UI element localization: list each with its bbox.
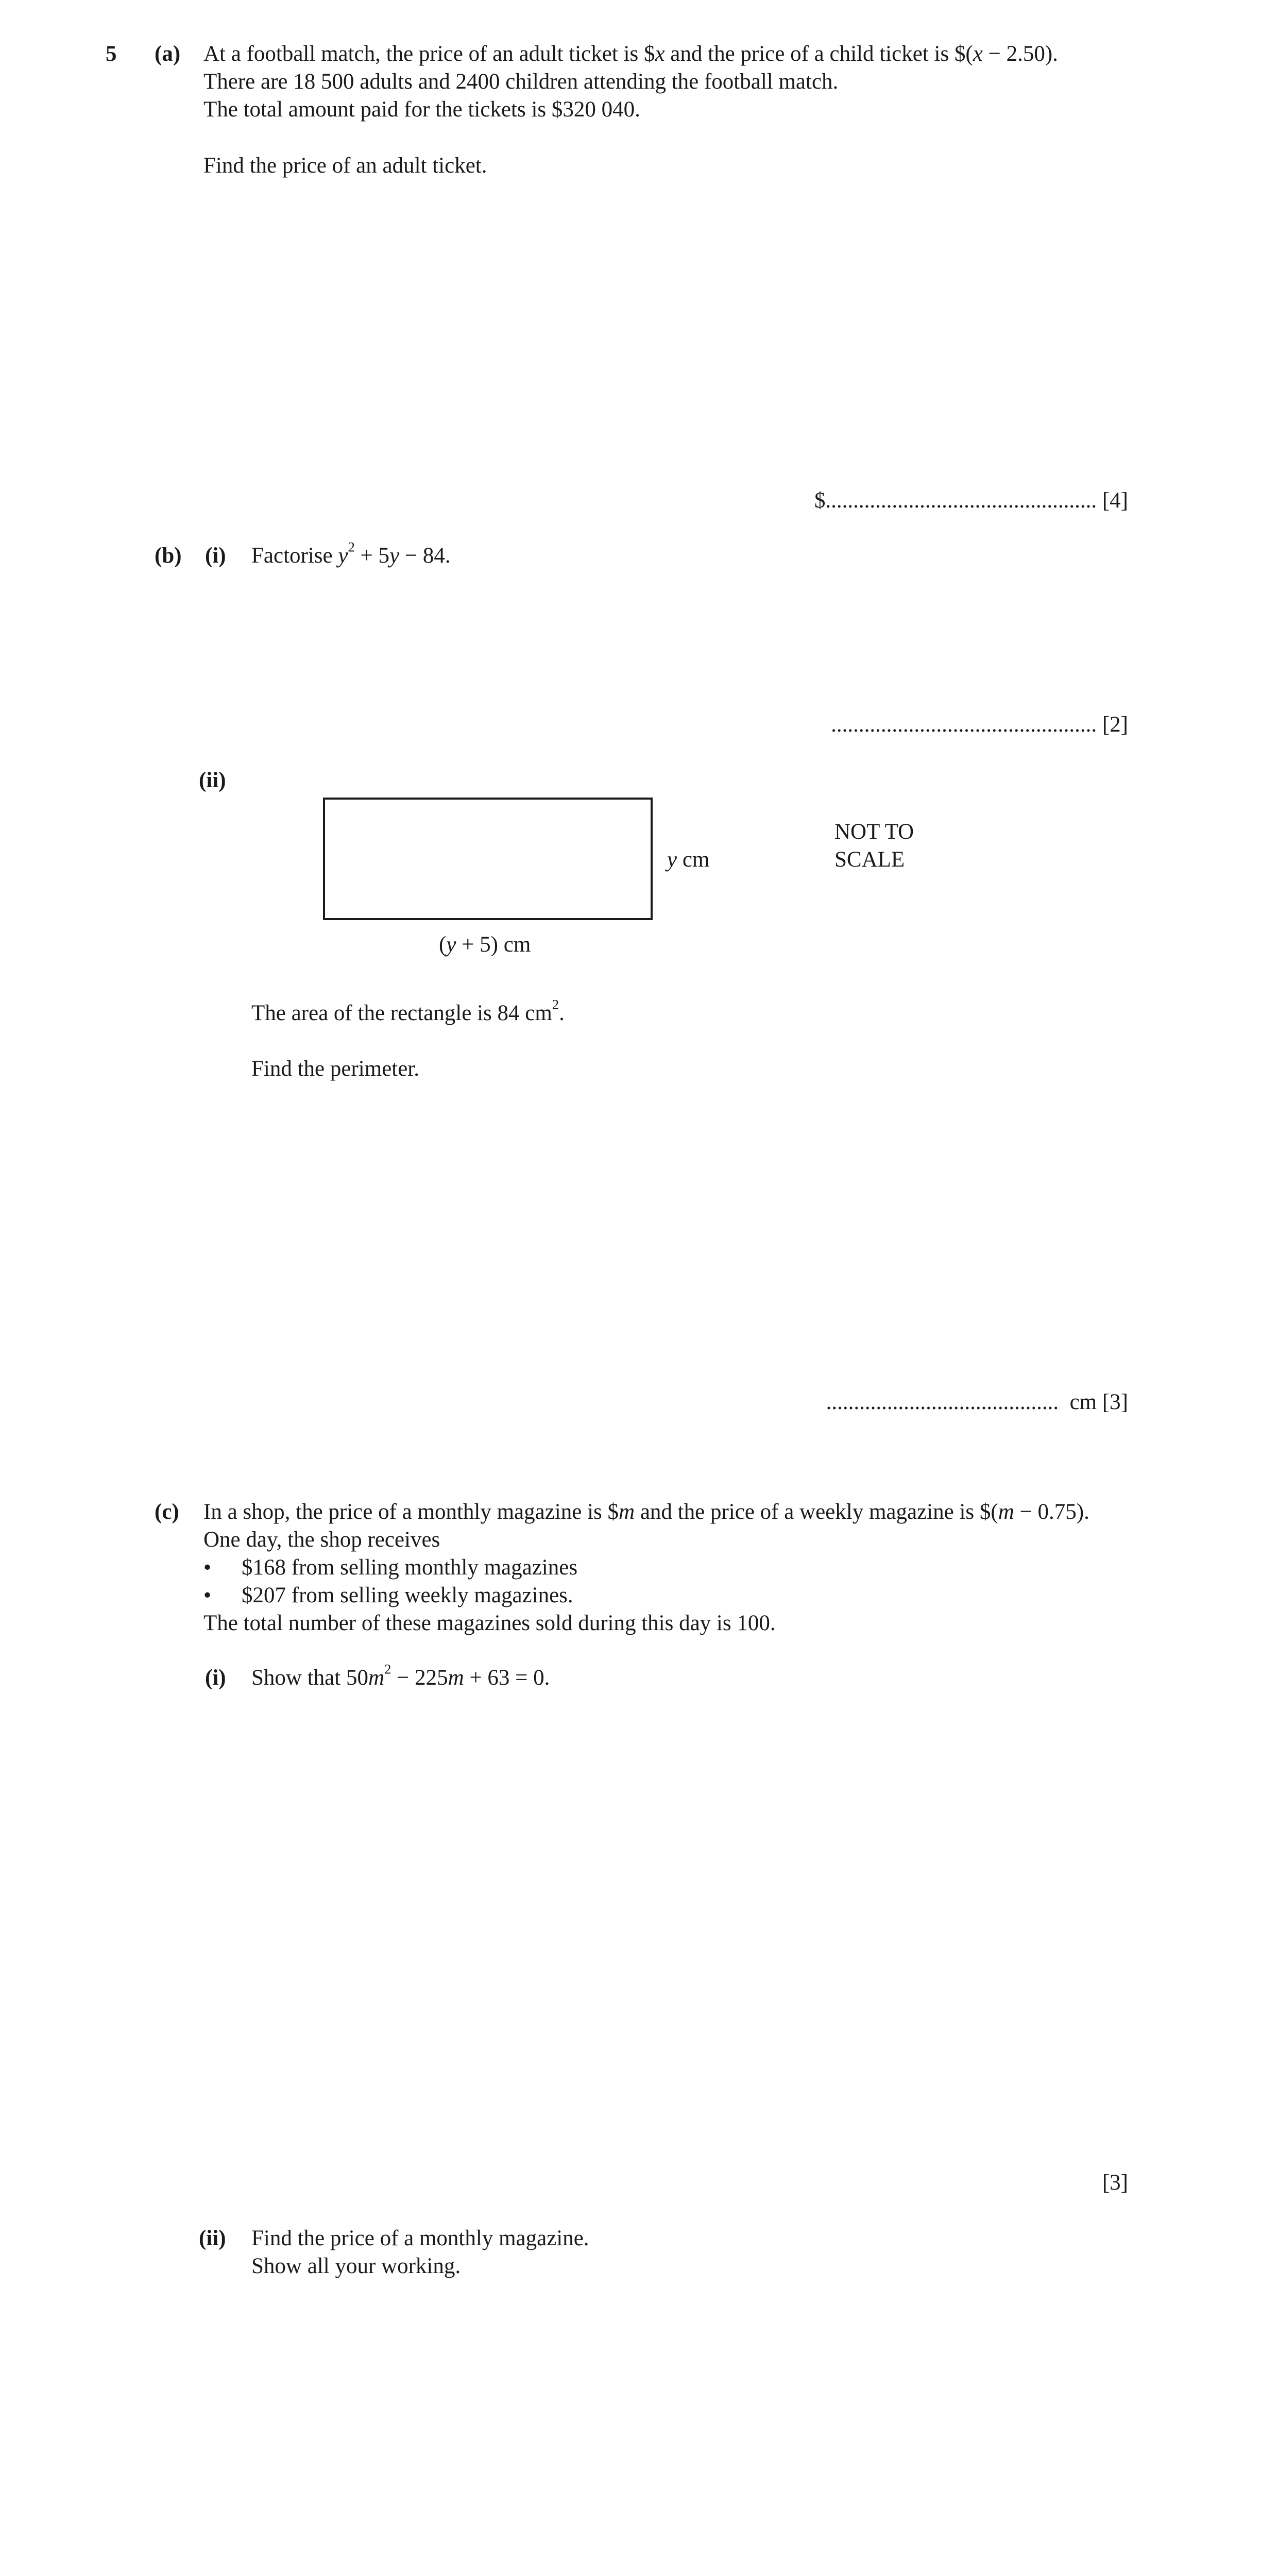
part-a-line-1: At a football match, the price of an adult ticket is $x and the price of a child ticket is $(x − 2.50). [203, 42, 1058, 66]
part-c-line-1: In a shop, the price of a monthly magazine is $m and the price of a weekly magazine is $(m − 0.75). [203, 1500, 1089, 1524]
part-b-ii-answer-line[interactable] [826, 1388, 1128, 1416]
part-c-i-question: Show that $50m^2 - 225m + 63 = 0$. [251, 1661, 550, 1690]
part-c-bullet-1: • $168 from selling monthly magazines [203, 1554, 577, 1582]
part-b-ii-answer-dots: .......................................... [826, 1390, 1059, 1414]
part-a-marks: [4] [1102, 488, 1128, 513]
rectangle-diagram [323, 798, 653, 920]
not-to-scale-line-2: SCALE [834, 848, 905, 872]
part-b-ii-question: Find the perimeter. [251, 1057, 420, 1081]
part-c-line-3: The total number of these magazines sold during this day is 100. [203, 1611, 776, 1635]
part-c-line-2: One day, the shop receives [203, 1528, 440, 1552]
part-c-i-label: (i) [205, 1666, 226, 1690]
part-b-i-answer-dots: ................................................ [831, 713, 1097, 737]
part-b-i-marks: [2] [1102, 713, 1128, 737]
bullet-symbol: • [203, 1583, 212, 1607]
area-statement: The area of the rectangle is 84 $cm^2$. [251, 996, 565, 1025]
part-b-ii-marks: [3] [1102, 1390, 1128, 1414]
part-b-ii-label: (ii) [199, 768, 226, 792]
part-b-i-answer-line[interactable] [831, 711, 1128, 739]
part-b-i-question: Factorise $y^2 + 5y - 84$. [251, 539, 451, 568]
part-c-ii-line-1: Find the price of a monthly magazine. [251, 2226, 589, 2250]
part-a-label: (a) [155, 42, 181, 66]
part-a-line-2: There are 18 500 adults and 2400 children attending the football match. [203, 70, 839, 94]
part-a-answer-line[interactable] [814, 487, 1128, 515]
bullet-symbol: • [203, 1555, 212, 1580]
part-c-label: (c) [155, 1500, 179, 1524]
part-a-answer-dots: $................................................. [814, 488, 1097, 513]
part-c-bullet-2: • $207 from selling weekly magazines. [203, 1582, 573, 1609]
not-to-scale-line-1: NOT TO [834, 820, 914, 844]
part-c-i-marks: [3] [1102, 2171, 1128, 2195]
part-b-i-label: (i) [205, 544, 226, 568]
part-b-label: (b) [155, 544, 182, 568]
part-a-question: Find the price of an adult ticket. [203, 154, 487, 178]
part-c-ii-line-2: Show all your working. [251, 2254, 461, 2278]
question-number: 5 [106, 42, 117, 66]
part-c-ii-label: (ii) [199, 2226, 226, 2250]
part-b-ii-unit: cm [1069, 1390, 1097, 1414]
part-a-line-3: The total amount paid for the tickets is $320 040. [203, 97, 640, 122]
rectangle-side-label: y cm [667, 848, 710, 872]
rectangle-bottom-label: (y + 5) cm [439, 933, 531, 957]
